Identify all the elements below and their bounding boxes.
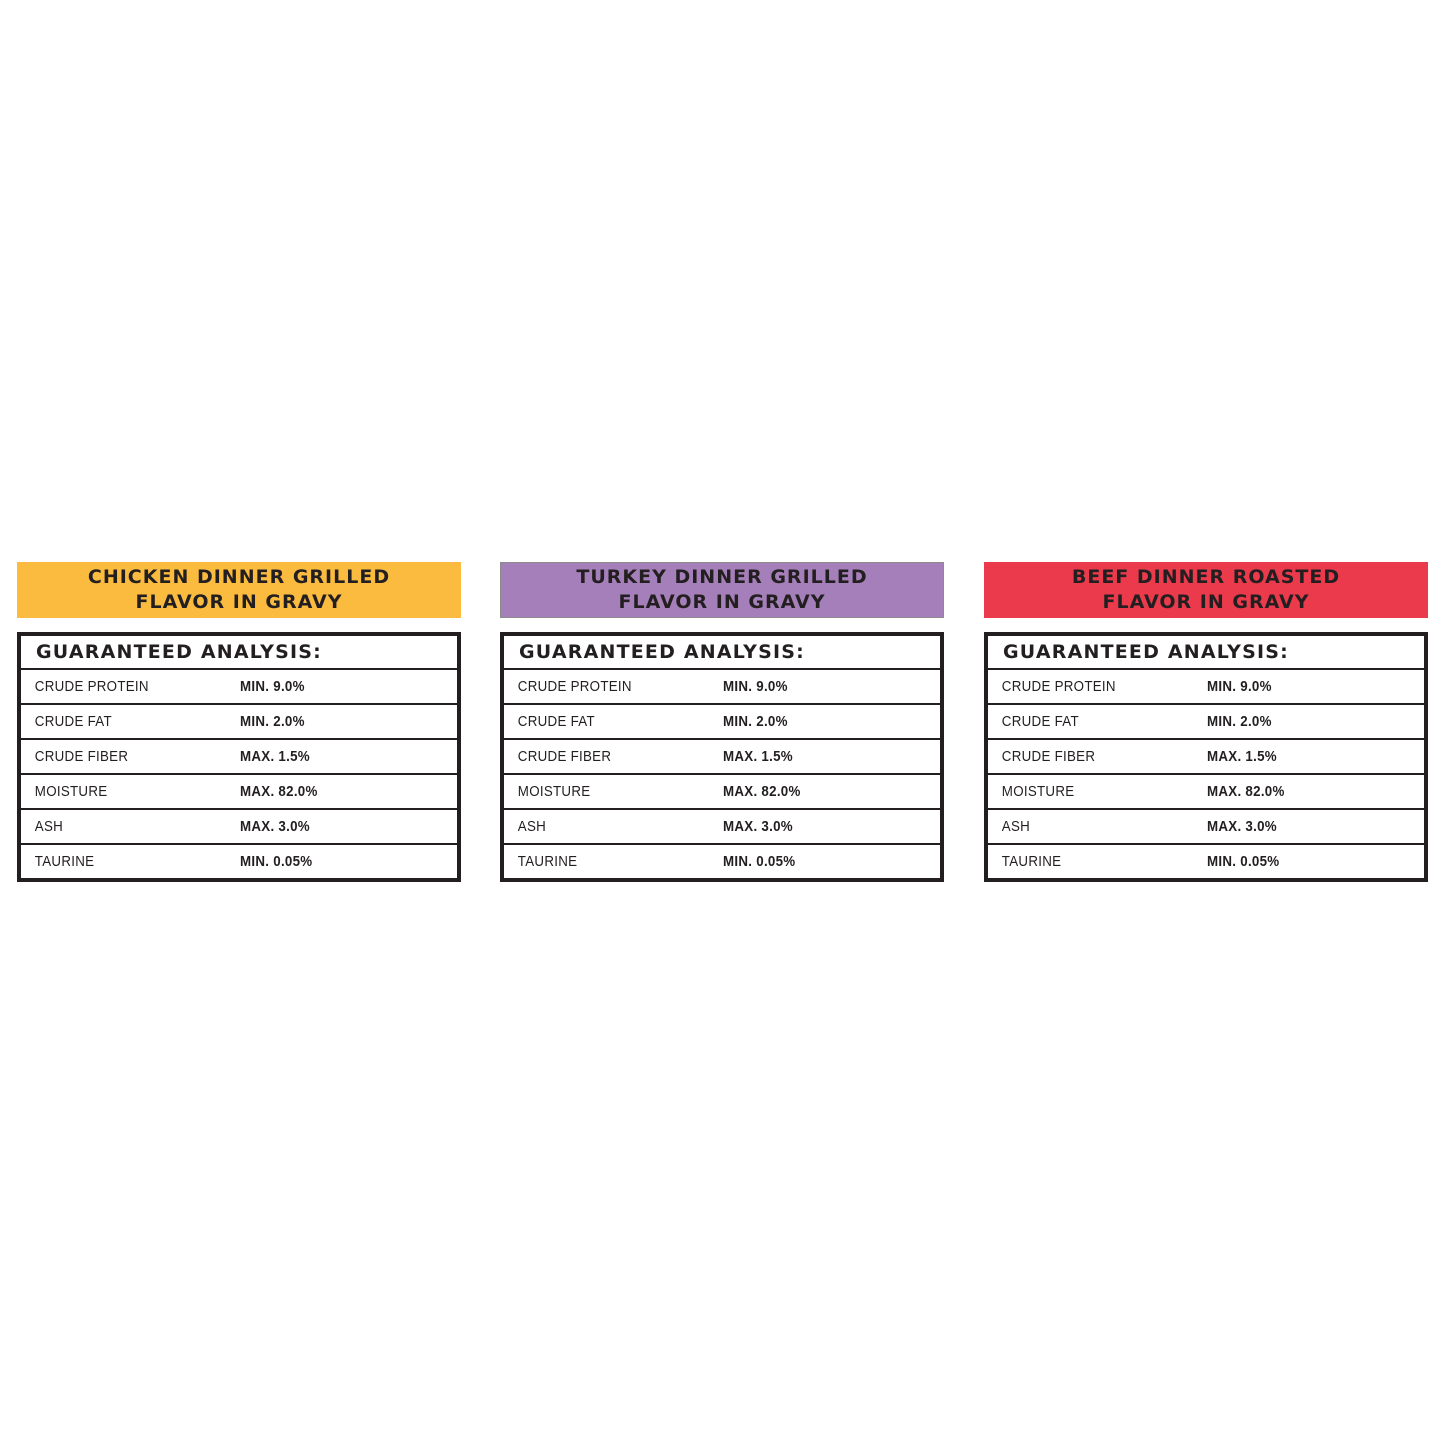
analysis-heading: GUARANTEED ANALYSIS: xyxy=(988,636,1424,670)
nutrient-name: TAURINE xyxy=(517,853,578,870)
nutrient-value: MAX. 82.0% xyxy=(723,783,801,800)
nutrient-name: CRUDE FAT xyxy=(1001,713,1079,730)
nutrient-row xyxy=(21,670,457,705)
nutrient-name: CRUDE PROTEIN xyxy=(34,678,149,695)
nutrient-value: MIN. 2.0% xyxy=(1207,713,1272,730)
nutrient-value: MAX. 1.5% xyxy=(1207,748,1277,765)
nutrient-value: MAX. 1.5% xyxy=(240,748,310,765)
nutrient-value: MAX. 3.0% xyxy=(1207,818,1277,835)
nutrient-value: MIN. 2.0% xyxy=(240,713,305,730)
nutrient-value: MIN. 2.0% xyxy=(723,713,788,730)
nutrient-row xyxy=(21,740,457,775)
nutrient-value: MAX. 82.0% xyxy=(240,783,318,800)
nutrient-row xyxy=(21,775,457,810)
nutrient-row xyxy=(21,845,457,878)
flavor-title-line2: FLAVOR IN GRAVY xyxy=(1102,591,1310,613)
nutrient-row xyxy=(988,740,1424,775)
beef-flavor-banner xyxy=(984,562,1428,618)
nutrient-value: MIN. 0.05% xyxy=(240,853,313,870)
nutrient-row xyxy=(21,810,457,845)
nutrient-name: ASH xyxy=(34,818,64,835)
nutrient-row xyxy=(988,670,1424,705)
nutrient-row xyxy=(504,775,940,810)
nutrient-value: MAX. 82.0% xyxy=(1207,783,1285,800)
turkey-panel xyxy=(500,562,944,882)
nutrient-row xyxy=(988,775,1424,810)
nutrient-name: ASH xyxy=(517,818,547,835)
nutrient-name: MOISTURE xyxy=(34,783,108,800)
nutrient-name: TAURINE xyxy=(1001,853,1062,870)
nutrient-name: CRUDE FIBER xyxy=(517,748,612,765)
nutrient-name: CRUDE FAT xyxy=(517,713,595,730)
guaranteed-analysis-table xyxy=(17,632,461,882)
nutrient-name: CRUDE PROTEIN xyxy=(517,678,632,695)
nutrient-row xyxy=(504,845,940,878)
nutrient-name: MOISTURE xyxy=(1001,783,1075,800)
chicken-panel xyxy=(17,562,461,882)
nutrient-value: MIN. 0.05% xyxy=(723,853,796,870)
nutrient-name: ASH xyxy=(1001,818,1031,835)
nutrient-row xyxy=(21,705,457,740)
flavor-title-line1: TURKEY DINNER GRILLED xyxy=(576,566,868,588)
nutrient-row xyxy=(988,845,1424,878)
nutrient-row xyxy=(988,810,1424,845)
nutrient-name: CRUDE PROTEIN xyxy=(1001,678,1116,695)
flavor-title-line1: CHICKEN DINNER GRILLED xyxy=(87,566,391,588)
nutrient-value: MAX. 3.0% xyxy=(240,818,310,835)
nutrient-name: CRUDE FIBER xyxy=(1001,748,1096,765)
nutrient-name: TAURINE xyxy=(34,853,95,870)
guaranteed-analysis-table xyxy=(500,632,944,882)
nutrient-row xyxy=(504,670,940,705)
flavor-title-line2: FLAVOR IN GRAVY xyxy=(618,591,826,613)
nutrient-value: MAX. 3.0% xyxy=(723,818,793,835)
nutrient-value: MIN. 9.0% xyxy=(240,678,305,695)
nutrient-value: MAX. 1.5% xyxy=(723,748,793,765)
nutrient-row xyxy=(504,810,940,845)
nutrient-value: MIN. 9.0% xyxy=(723,678,788,695)
nutrient-row xyxy=(988,705,1424,740)
nutrient-value: MIN. 9.0% xyxy=(1207,678,1272,695)
flavor-title-line2: FLAVOR IN GRAVY xyxy=(135,591,343,613)
analysis-heading: GUARANTEED ANALYSIS: xyxy=(504,636,940,670)
nutrient-name: CRUDE FIBER xyxy=(34,748,129,765)
nutrient-name: MOISTURE xyxy=(517,783,591,800)
chicken-flavor-banner xyxy=(17,562,461,618)
beef-panel xyxy=(984,562,1428,882)
analysis-heading: GUARANTEED ANALYSIS: xyxy=(21,636,457,670)
nutrient-value: MIN. 0.05% xyxy=(1207,853,1280,870)
turkey-flavor-banner xyxy=(500,562,944,618)
nutrient-name: CRUDE FAT xyxy=(34,713,112,730)
nutrient-row xyxy=(504,705,940,740)
nutrient-row xyxy=(504,740,940,775)
guaranteed-analysis-table xyxy=(984,632,1428,882)
flavor-title-line1: BEEF DINNER ROASTED xyxy=(1071,566,1341,588)
